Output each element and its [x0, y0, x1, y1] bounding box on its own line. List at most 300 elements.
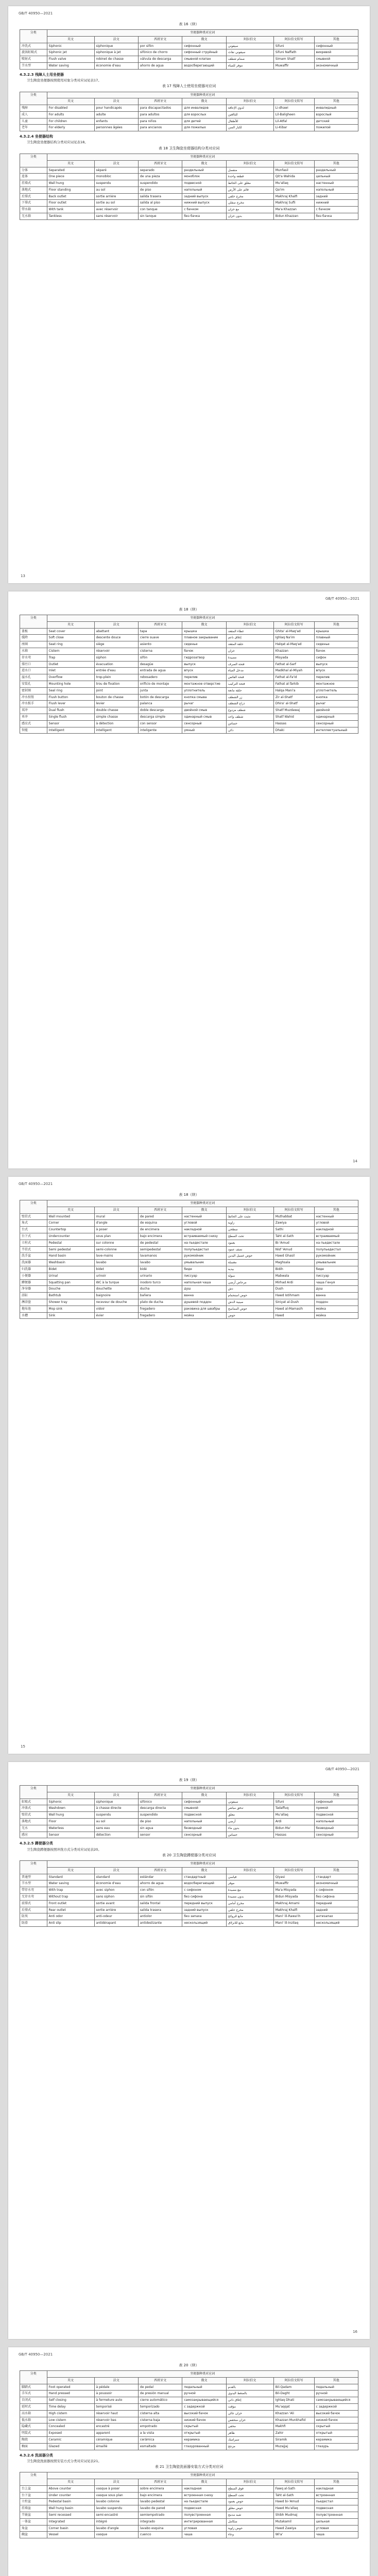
- table-cell: urinoir: [94, 1273, 138, 1279]
- table-cell: حوض غسيل اليدين: [226, 1253, 273, 1260]
- table-cell: 缓降: [20, 635, 47, 641]
- table-row: [20, 2391, 358, 2397]
- table-cell: Makhraj Khalfi: [273, 1907, 314, 1913]
- table-cell: ذكي: [226, 727, 273, 734]
- table-cell: монтажное: [314, 681, 358, 688]
- column-header: 其他: [314, 36, 358, 43]
- table-cell: ظاهر: [226, 2430, 273, 2437]
- table-cell: Hassas: [273, 1832, 314, 1838]
- paragraph: 卫生陶瓷坐便器按照使用对象分类对应词见表17。: [27, 78, 101, 82]
- table-cell: открытый: [182, 2430, 226, 2437]
- table-cell: 虹吸式: [20, 1799, 47, 1805]
- table-cell: ручной: [314, 2391, 358, 2397]
- paragraph: 卫生陶瓷蹲便器按照冲洗方式分类对应词见表20。: [27, 1847, 101, 1852]
- table-cell: на пьедестале: [314, 1240, 358, 1246]
- table-caption: 表 21 卫生陶瓷洗面器安装方式分类对应词: [154, 2465, 224, 2469]
- table-cell: угловая: [314, 2525, 358, 2532]
- table-row: [20, 1266, 358, 1273]
- table-cell: Muwaffir: [273, 63, 314, 70]
- table-row: [20, 2525, 358, 2532]
- table-cell: إغلاق ناعم: [226, 635, 273, 641]
- table-cell: descarga directa: [138, 1805, 182, 1812]
- table-cell: lave-mains: [94, 1253, 138, 1260]
- table-cell: 自闭式: [20, 2397, 47, 2404]
- table-row: [20, 193, 358, 200]
- table-cell: Ma'a Misyada: [273, 1887, 314, 1894]
- table-cell: Zahir: [273, 2430, 314, 2437]
- column-header: 英文: [47, 98, 94, 105]
- table-cell: Ceramic: [47, 2437, 94, 2444]
- table-cell: стандарт: [314, 1874, 358, 1880]
- column-header: 俄文: [182, 2479, 226, 2486]
- column-header: 西班牙文: [138, 621, 182, 628]
- table-cell: Bidun Ma': [273, 1825, 314, 1832]
- table-row: [20, 681, 358, 688]
- table-cell: 老年: [20, 125, 47, 131]
- table-cell: без бачка: [314, 213, 358, 220]
- table-cell: sin sifón: [138, 1894, 182, 1901]
- table-cell: للأطفال: [226, 118, 273, 125]
- table-cell: simple chasse: [94, 714, 138, 721]
- table-cell: пьедестал: [314, 2499, 358, 2505]
- table-cell: adulte: [94, 111, 138, 118]
- table-cell: рукомойник: [314, 1253, 358, 1260]
- term-table: [20, 2472, 358, 2538]
- table-cell: doble descarga: [138, 707, 182, 714]
- table-cell: siphon: [94, 654, 138, 661]
- column-header: 俄文: [182, 1867, 226, 1874]
- column-header: 西班牙文: [138, 1867, 182, 1874]
- table-cell: rebosadero: [138, 674, 182, 681]
- table-cell: Khazzan Munkhafid: [273, 2417, 314, 2424]
- table-cell: детский: [314, 118, 358, 125]
- table-cell: Corner: [47, 1220, 94, 1227]
- table-row: [20, 2485, 358, 2492]
- table-cell: 喷射式: [20, 56, 47, 63]
- table-cell: 淋浴盘: [20, 1299, 47, 1306]
- table-cell: d'angle: [94, 1220, 138, 1227]
- table-cell: Vessel: [47, 2532, 94, 2538]
- table-cell: مانع للروائح: [226, 1913, 273, 1920]
- table-cell: раздельный: [314, 167, 358, 174]
- table-cell: sifónico de chorro: [138, 49, 182, 56]
- column-header: 法文: [94, 1792, 138, 1799]
- row-header: 分类: [20, 30, 47, 43]
- table-cell: 无存水弯: [20, 1894, 47, 1901]
- table-cell: сенсорный: [314, 1832, 358, 1838]
- table-cell: 冲水扳手: [20, 701, 47, 707]
- table-cell: перелив: [182, 674, 226, 681]
- table-cell: педальный: [314, 2384, 358, 2391]
- table-cell: Tankless: [47, 213, 94, 220]
- table-row: [20, 1286, 358, 1293]
- table-cell: 座圈: [20, 641, 47, 648]
- table-cell: Corner basin: [47, 2525, 94, 2532]
- table-cell: cisterna baja: [138, 2417, 182, 2424]
- table-cell: مخرج سفلي: [226, 200, 273, 207]
- table-cell: Back outlet: [47, 193, 94, 200]
- table-cell: válvula de descarga: [138, 56, 182, 63]
- table-cell: Shower tray: [47, 1299, 94, 1306]
- table-cell: مغسلة: [226, 1260, 273, 1266]
- table-cell: нескользящий: [182, 1920, 226, 1927]
- column-header: 其他: [314, 2479, 358, 2486]
- table-row: [20, 118, 358, 125]
- table-cell: 单冲: [20, 714, 47, 721]
- table-cell: 明装式: [20, 2430, 47, 2437]
- table-cell: передний выпуск: [182, 1900, 226, 1907]
- table-cell: descarga simple: [138, 714, 182, 721]
- table-cell: مرحاض أرضي: [226, 1279, 273, 1286]
- table-cell: ручной: [182, 2391, 226, 2397]
- table-cell: плавное закрывание: [182, 635, 226, 641]
- table-cell: réservoir haut: [94, 2410, 138, 2417]
- table-cell: сенсорный: [314, 720, 358, 727]
- table-cell: bidet: [94, 1266, 138, 1273]
- row-header: 分类: [20, 1786, 47, 1799]
- table-caption: 表 18（续）: [179, 1193, 199, 1197]
- table-cell: Makhraj Sufli: [273, 200, 314, 207]
- table-cell: Zawiya: [273, 1220, 314, 1227]
- table-cell: فتحة الصرف: [226, 661, 273, 668]
- table-cell: anti-odeur: [94, 1913, 138, 1920]
- column-header: 阿拉伯文: [226, 2377, 273, 2384]
- table-cell: одинарный: [314, 714, 358, 721]
- table-cell: кнопка: [314, 694, 358, 701]
- column-header: 阿拉伯文转写: [273, 1207, 314, 1213]
- table-cell: Under counter: [47, 2492, 94, 2499]
- table-cell: Muzajjaj: [273, 2443, 314, 2450]
- table-cell: Sifuni: [273, 1799, 314, 1805]
- table-cell: Qiyasi: [273, 1874, 314, 1880]
- table-cell: Waterless: [47, 1825, 94, 1832]
- column-header: 西班牙文: [138, 2377, 182, 2384]
- table-cell: Semi pedestal: [47, 1246, 94, 1253]
- table-cell: بيديه: [226, 1266, 273, 1273]
- table-cell: душевой поддон: [182, 1299, 226, 1306]
- table-cell: joint: [94, 687, 138, 694]
- column-header: 阿拉伯文: [226, 1792, 273, 1799]
- table-row: [20, 1293, 358, 1299]
- table-cell: apparent: [94, 2430, 138, 2437]
- column-group-header: 坐便器种类对应词: [47, 1861, 358, 1868]
- table-cell: накладная: [182, 2485, 226, 2492]
- table-cell: فوق السطح: [226, 2485, 273, 2492]
- table-cell: Soft close: [47, 635, 94, 641]
- term-table: [20, 615, 358, 734]
- table-cell: 延时式: [20, 2404, 47, 2411]
- table-cell: tapa: [138, 628, 182, 635]
- term-table: [20, 1785, 358, 1838]
- table-cell: أرضي: [226, 1819, 273, 1825]
- table-cell: Outlet: [47, 661, 94, 668]
- table-row: [20, 111, 358, 118]
- table-cell: Hawd: [273, 1312, 314, 1319]
- column-header: 英文: [47, 160, 94, 167]
- table-row: [20, 701, 358, 707]
- table-cell: Bil-Daght: [273, 2391, 314, 2397]
- table-cell: lavabo colonne: [94, 2499, 138, 2505]
- column-header: 俄文: [182, 621, 226, 628]
- table-cell: встраиваемый: [314, 1233, 358, 1240]
- table-cell: с задержкой: [182, 2404, 226, 2411]
- table-cell: مانع للانزلاق: [226, 1920, 273, 1927]
- column-header: 其他: [314, 621, 358, 628]
- table-cell: плавный: [314, 635, 358, 641]
- table-cell: Wall mounted: [47, 1213, 94, 1220]
- table-cell: Bidet: [47, 1266, 94, 1273]
- table-cell: Sink: [47, 1312, 94, 1319]
- table-cell: крышка: [182, 628, 226, 635]
- table-cell: خزان منخفض: [226, 2417, 273, 2424]
- table-cell: semi-encastré: [94, 2512, 138, 2519]
- table-cell: évacuation: [94, 661, 138, 668]
- table-cell: задний выпуск: [182, 1907, 226, 1913]
- row-header: 分类: [20, 615, 47, 629]
- table-cell: умывальник: [314, 1260, 358, 1266]
- table-cell: Mounting hole: [47, 681, 94, 688]
- table-cell: siphonique: [94, 1799, 138, 1805]
- table-cell: salida al piso: [138, 200, 182, 207]
- page-content: [20, 1776, 358, 1929]
- table-cell: Halqa Mani'a: [273, 687, 314, 694]
- table-cell: напольный: [182, 1819, 226, 1825]
- table-cell: душ: [314, 1286, 358, 1293]
- table-cell: Ighlaq Dhati: [273, 2397, 314, 2404]
- table-cell: مخرج خلفي: [226, 193, 273, 200]
- table-cell: sifónico: [138, 1799, 182, 1805]
- table-cell: Ardi: [273, 1819, 314, 1825]
- table-cell: Makhfi: [273, 2424, 314, 2430]
- table-cell: антизапах: [314, 1913, 358, 1920]
- table-cell: حساس: [226, 1832, 273, 1838]
- table-row: [20, 105, 358, 112]
- column-header: 阿拉伯文: [226, 621, 273, 628]
- table-cell: 无水箱: [20, 213, 47, 220]
- table-cell: Bidun Khazzan: [273, 213, 314, 220]
- table-cell: separado: [138, 167, 182, 174]
- table-cell: robinet de chasse: [94, 56, 138, 63]
- table-cell: salida frontal: [138, 1900, 182, 1907]
- table-cell: Lil-Atfal: [273, 118, 314, 125]
- table-cell: подвесная: [314, 2505, 358, 2512]
- table-row: [20, 1253, 358, 1260]
- term-table: [20, 2370, 358, 2450]
- table-cell: bouton de chasse: [94, 694, 138, 701]
- column-header: 其他: [314, 2377, 358, 2384]
- table-row: [20, 1887, 358, 1894]
- page-content: [20, 2362, 358, 2540]
- table-cell: lavabo: [138, 1260, 182, 1266]
- table-cell: бачок: [314, 648, 358, 655]
- column-header: 法文: [94, 160, 138, 167]
- term-table: [20, 154, 358, 220]
- table-cell: 半嵌盆: [20, 2512, 47, 2519]
- table-caption: 表 20 卫生陶瓷蹲便器分类对应词: [162, 1853, 216, 1857]
- column-header: 俄文: [182, 1792, 226, 1799]
- table-cell: 儿童: [20, 118, 47, 125]
- table-cell: مبولة: [226, 1273, 273, 1279]
- table-cell: Time delay: [47, 2404, 94, 2411]
- table-cell: Sensor: [47, 720, 94, 727]
- table-cell: впуск: [182, 668, 226, 674]
- table-cell: Hand pressed: [47, 2391, 94, 2397]
- table-cell: высокий бачок: [314, 2410, 358, 2417]
- table-cell: بعمود: [226, 1240, 273, 1246]
- table-cell: sous plan: [94, 1233, 138, 1240]
- table-cell: حلقة مانعة: [226, 687, 273, 694]
- table-cell: 感应: [20, 1832, 47, 1838]
- table-cell: Misyada: [273, 654, 314, 661]
- table-cell: передний: [314, 1900, 358, 1907]
- section-heading: 4.3.2.3 残障人士用坐便器: [20, 72, 64, 77]
- table-cell: 高水箱: [20, 2410, 47, 2417]
- table-cell: One piece: [47, 174, 94, 180]
- table-cell: بدون ماء: [226, 1825, 273, 1832]
- table-cell: без сифона: [182, 1894, 226, 1901]
- page-header: GB/T 40950—2021: [19, 2352, 53, 2357]
- table-cell: زاوية: [226, 1220, 273, 1227]
- table-cell: 后排式: [20, 1907, 47, 1913]
- table-cell: à chasse directe: [94, 1805, 138, 1812]
- table-cell: séparé: [94, 167, 138, 174]
- column-header: 俄文: [182, 1207, 226, 1213]
- table-cell: скрытый: [182, 2424, 226, 2430]
- column-header: 法文: [94, 98, 138, 105]
- table-cell: سيفوني: [226, 1799, 273, 1805]
- table-cell: réservoir bas: [94, 2417, 138, 2424]
- column-header: 法文: [94, 1207, 138, 1213]
- table-cell: прямой: [314, 1805, 358, 1812]
- table-cell: 带存水弯: [20, 1887, 47, 1894]
- table-cell: Zir al-Shatf: [273, 694, 314, 701]
- table-cell: 无水: [20, 1825, 47, 1832]
- table-cell: Above counter: [47, 2485, 94, 2492]
- table-cell: صينية الدش: [226, 1299, 273, 1306]
- column-group-header: 坐便器种类对应词: [47, 154, 358, 160]
- table-cell: Washdown: [47, 1805, 94, 1812]
- column-header: 俄文: [182, 2377, 226, 2384]
- table-cell: بدون خزان: [226, 213, 273, 220]
- table-cell: vasque: [94, 2532, 138, 2538]
- table-cell: напольный: [182, 187, 226, 193]
- table-cell: de encimera: [138, 1227, 182, 1233]
- table-cell: подвесная: [182, 2505, 226, 2512]
- table-cell: lavabo: [94, 1260, 138, 1266]
- table-row: [20, 2417, 358, 2424]
- table-cell: معلق: [226, 1812, 273, 1819]
- table-cell: 台上盆: [20, 2485, 47, 2492]
- table-cell: sortie au sol: [94, 200, 138, 207]
- section-heading: 4.3.2.6 洗面器分类: [20, 2453, 53, 2458]
- table-cell: Mabwala: [273, 1273, 314, 1279]
- table-cell: Overflow: [47, 674, 94, 681]
- table-cell: para niños: [138, 118, 182, 125]
- table-cell: inodoro turco: [138, 1279, 182, 1286]
- table-cell: сифонный: [182, 1799, 226, 1805]
- table-cell: personnes âgées: [94, 125, 138, 131]
- table-cell: встроенная: [314, 2492, 358, 2499]
- table-cell: высокий бачок: [182, 2410, 226, 2417]
- table-cell: Douche: [47, 1286, 94, 1293]
- table-cell: sans siphon: [94, 1894, 138, 1901]
- table-cell: душ: [182, 1286, 226, 1293]
- column-header: 其他: [314, 98, 358, 105]
- table-cell: Li-Kibar: [273, 125, 314, 131]
- table-cell: без бачка: [182, 213, 226, 220]
- table-cell: смывной клапан: [182, 56, 226, 63]
- table-cell: сиденье: [182, 641, 226, 648]
- table-cell: полувстроенная: [182, 2512, 226, 2519]
- table-cell: Inlet: [47, 668, 94, 674]
- table-cell: pour handicapés: [94, 105, 138, 112]
- table-cell: Mu'allaq: [273, 1812, 314, 1819]
- table-cell: For elderly: [47, 125, 94, 131]
- table-cell: Shatf Wahid: [273, 714, 314, 721]
- table-cell: ванна: [182, 1293, 226, 1299]
- table-cell: semi-colonne: [94, 1246, 138, 1253]
- column-header: 英文: [47, 2377, 94, 2384]
- column-header: 法文: [94, 1867, 138, 1874]
- table-cell: trou de fixation: [94, 681, 138, 688]
- table-cell: Ghita' al-Maq'ad: [273, 628, 314, 635]
- table-row: [20, 2404, 358, 2411]
- table-cell: чаша: [314, 2532, 358, 2538]
- table-cell: Dual flush: [47, 707, 94, 714]
- term-table: [20, 29, 358, 70]
- table-cell: entrada de agua: [138, 668, 182, 674]
- table-cell: au sol: [94, 1819, 138, 1825]
- column-group-header: 坐便器种类对应词: [47, 1200, 358, 1207]
- table-cell: Fathat al-Fa'id: [273, 674, 314, 681]
- table-cell: экономичный: [314, 1880, 358, 1887]
- table-cell: 落地式: [20, 1819, 47, 1825]
- table-cell: ذراع الشطف: [226, 701, 273, 707]
- table-cell: لكبار السن: [226, 125, 273, 131]
- column-header: 西班牙文: [138, 98, 182, 105]
- table-cell: раковина для швабры: [182, 1306, 226, 1312]
- table-cell: подвесной: [182, 1812, 226, 1819]
- table-cell: siège: [94, 641, 138, 648]
- table-cell: 水槽: [20, 1312, 47, 1319]
- column-header: 阿拉伯文转写: [273, 2377, 314, 2384]
- table-cell: سيفوني: [226, 43, 273, 49]
- table-cell: 浴缸: [20, 1293, 47, 1299]
- table-cell: 盖板: [20, 628, 47, 635]
- table-cell: sortie arrière: [94, 193, 138, 200]
- table-cell: sifón: [138, 654, 182, 661]
- table-row: [20, 720, 358, 727]
- table-cell: à poser: [94, 1227, 138, 1233]
- table-cell: Bathtub: [47, 1293, 94, 1299]
- table-cell: émaillé: [94, 2443, 138, 2450]
- table-cell: Dhaki: [273, 727, 314, 734]
- table-cell: пожилой: [314, 125, 358, 131]
- table-cell: Qit'a Wahida: [273, 174, 314, 180]
- table-cell: мойка: [314, 1306, 358, 1312]
- table-cell: Halqat al-Maq'ad: [273, 641, 314, 648]
- table-cell: крышка: [314, 628, 358, 635]
- table-cell: 冲水按钮: [20, 694, 47, 701]
- table-row: [20, 1825, 358, 1832]
- table-cell: 台下式: [20, 1233, 47, 1240]
- table-row: [20, 1312, 358, 1319]
- table-cell: صمام شطف: [226, 56, 273, 63]
- table-cell: 台下盆: [20, 2492, 47, 2499]
- table-row: [20, 1279, 358, 1286]
- page-content: [20, 1191, 358, 1321]
- table-cell: avec siphon: [94, 1887, 138, 1894]
